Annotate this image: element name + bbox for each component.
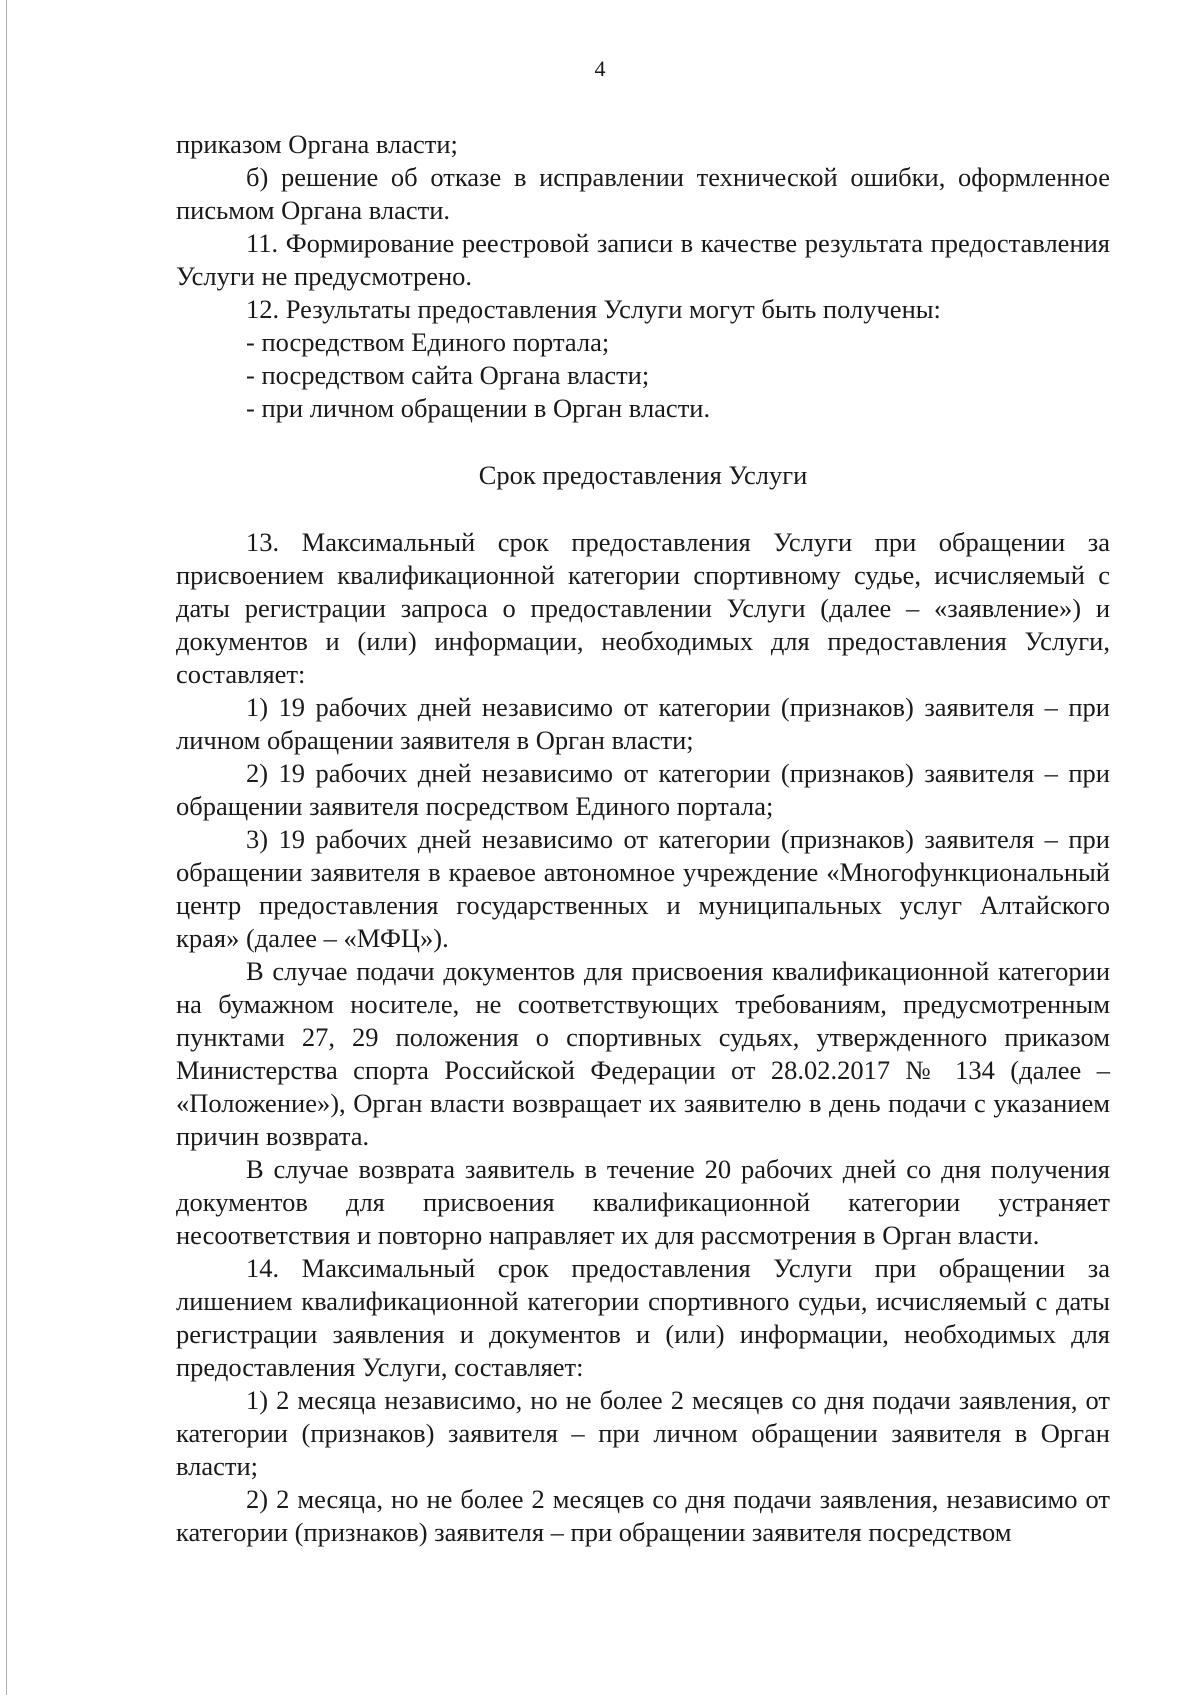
paragraph-13: 13. Максимальный срок предоставления Услуги при обращении за присвоением квалификационной категории спортивному судье, исчисляемый с даты регистрации запроса о предоставлении Услуги (далее – «заявление») и документов и (или) информации, необходимых для предоставления Услуги, составляет:	[176, 527, 1110, 689]
paragraph-14-item-2: 2) 2 месяца, но не более 2 месяцев со дня подачи заявления, независимо от категории (признаков) заявителя – при обращении заявителя посредством	[176, 1484, 1110, 1547]
paragraph-11: 11. Формирование реестровой записи в качестве результата предоставления Услуги не предусмотрено.	[176, 228, 1110, 291]
page-number: 4	[594, 56, 606, 81]
paragraph-14-item-1: 1) 2 месяца независимо, но не более 2 месяцев со дня подачи заявления, от категории (признаков) заявителя – при личном обращении заявителя в Орган власти;	[176, 1385, 1110, 1481]
paragraph-13-item-1: 1) 19 рабочих дней независимо от категории (признаков) заявителя – при личном обращении заявителя в Орган власти;	[176, 692, 1110, 755]
paragraph-return-case: В случае подачи документов для присвоения квалификационной категории на бумажном носителе, не соответствующих требованиям, предусмотренным пунктами 27, 29 положения о спортивных судьях, утвержденного приказом Министерства спорта Российской Федерации от 28.02.2017 № 134 (далее – «Положение»), Орган власти возвращает их заявителю в день подачи с указанием причин возврата.	[176, 956, 1110, 1151]
section-heading: Срок предоставления Услуги	[478, 460, 808, 490]
paragraph-return-deadline: В случае возврата заявитель в течение 20 рабочих дней со дня получения документов для присвоения квалификационной категории устраняет несоответствия и повторно направляет их для рассмотрения в Орган власти.	[176, 1154, 1110, 1250]
paragraph-13-item-3: 3) 19 рабочих дней независимо от категории (признаков) заявителя – при обращении заявителя в краевое автономное учреждение «Многофункциональный центр предоставления государственных и муниципальных услуг Алтайского края» (далее – «МФЦ»).	[176, 824, 1110, 953]
document-body	[176, 128, 1110, 1549]
paragraph-13-item-2: 2) 19 рабочих дней независимо от категории (признаков) заявителя – при обращении заявителя посредством Единого портала;	[176, 758, 1110, 821]
paragraph-14: 14. Максимальный срок предоставления Услуги при обращении за лишением квалификационной категории спортивного судьи, исчисляемый с даты регистрации заявления и документов и (или) информации, необходимых для предоставления Услуги, составляет:	[176, 1253, 1110, 1382]
paragraph-item-b: б) решение об отказе в исправлении технической ошибки, оформленное письмом Органа власти.	[176, 162, 1110, 225]
scan-edge-line	[6, 0, 7, 1695]
paragraph-continuation: приказом Органа власти;	[176, 129, 458, 159]
list-item: - при личном обращении в Орган власти.	[246, 393, 711, 423]
paragraph-12: 12. Результаты предоставления Услуги могут быть получены:	[246, 294, 941, 324]
list-item: - посредством сайта Органа власти;	[246, 360, 650, 390]
list-item: - посредством Единого портала;	[246, 327, 610, 357]
